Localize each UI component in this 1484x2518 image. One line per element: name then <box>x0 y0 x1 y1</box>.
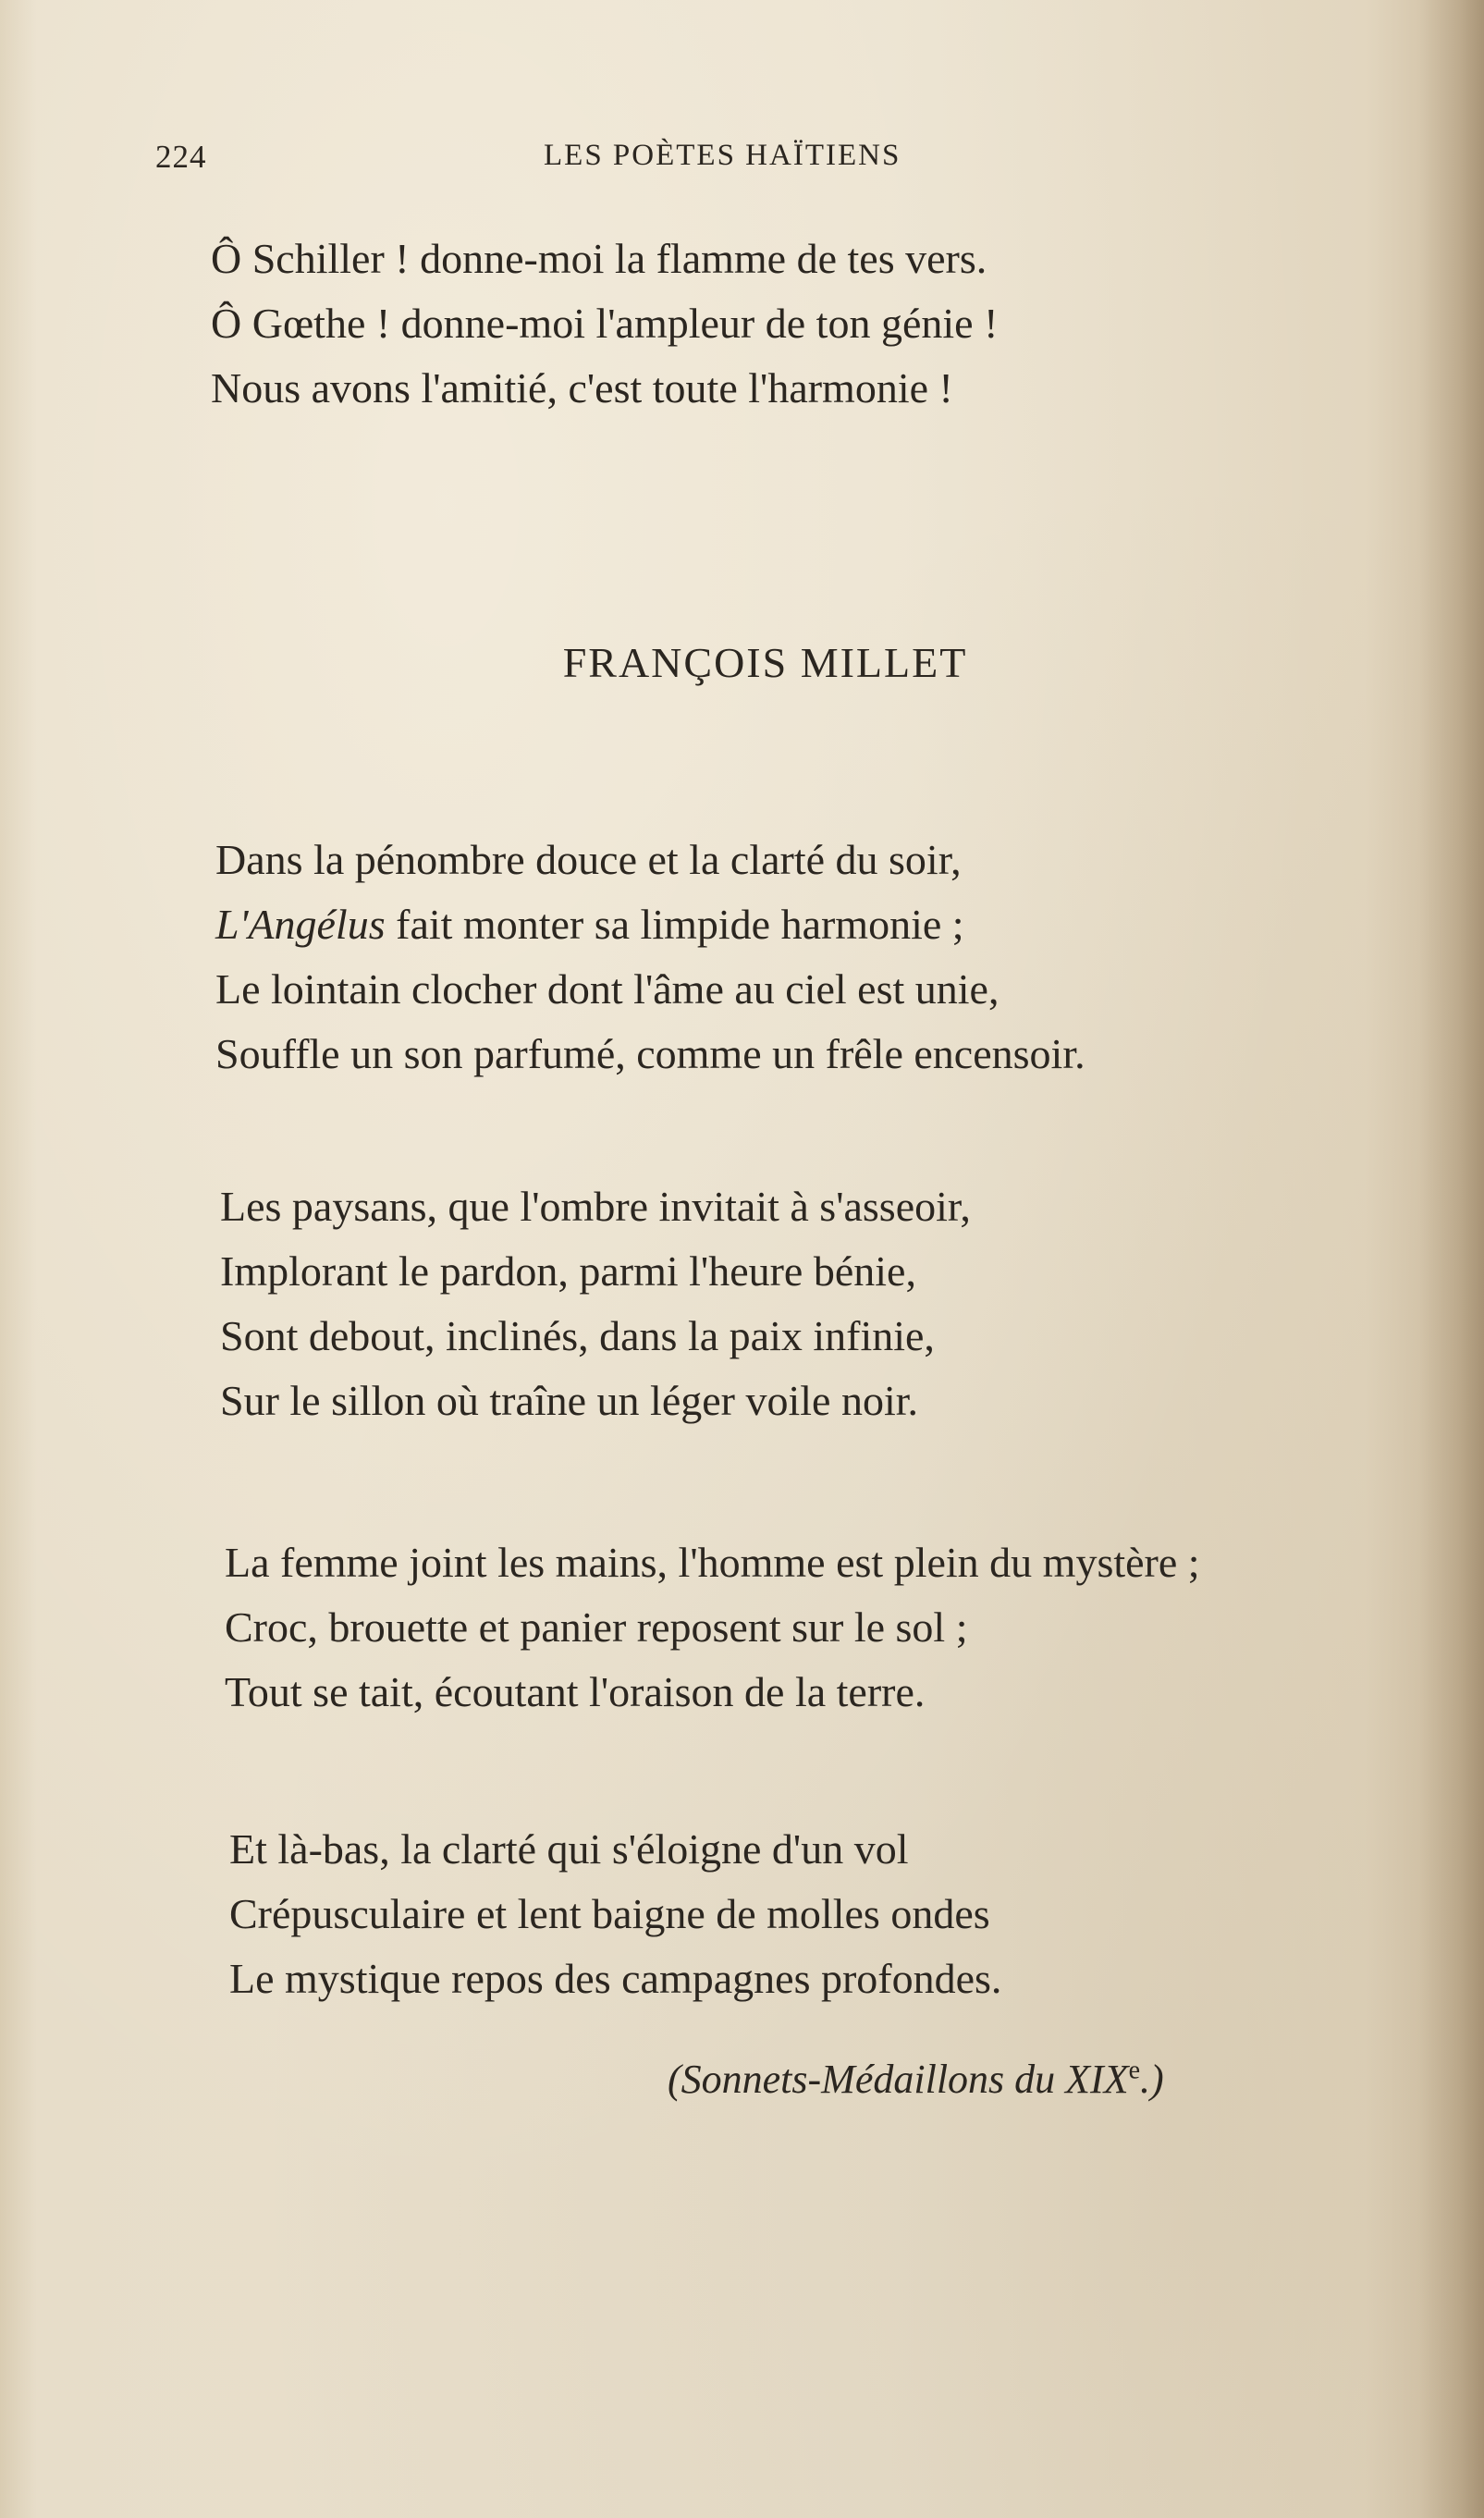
previous-poem-ending <box>211 227 998 421</box>
verse-line: Tout se tait, écoutant l'oraison de la terre. <box>225 1668 926 1715</box>
verse-line: Crépusculaire et lent baigne de molles ondes <box>229 1890 990 1937</box>
stanza-4 <box>229 1817 1001 2011</box>
attribution-superscript: e <box>1128 2056 1141 2085</box>
verse-line: Ô Schiller ! donne-moi la flamme de tes vers. <box>211 235 987 282</box>
verse-line: Implorant le pardon, parmi l'heure bénie, <box>220 1247 916 1295</box>
attribution-close: .) <box>1140 2057 1164 2102</box>
verse-line: Croc, brouette et panier reposent sur le sol ; <box>225 1603 968 1651</box>
verse-line-rest: fait monter sa limpide harmonie ; <box>385 901 964 948</box>
verse-line: Les paysans, que l'ombre invitait à s'asseoir, <box>220 1183 971 1230</box>
verse-line <box>215 892 1085 957</box>
verse-line: Dans la pénombre douce et la clarté du soir, <box>215 836 962 883</box>
source-attribution <box>668 2056 1164 2103</box>
verse-line: Sont debout, inclinés, dans la paix infinie, <box>220 1312 935 1359</box>
verse-line: Souffle un son parfumé, comme un frêle encensoir. <box>215 1030 1085 1077</box>
verse-line: Nous avons l'amitié, c'est toute l'harmonie ! <box>211 364 953 411</box>
verse-line: Et là-bas, la clarté qui s'éloigne d'un vol <box>229 1825 909 1873</box>
stanza-1 <box>215 828 1085 1087</box>
running-title: LES POÈTES HAÏTIENS <box>544 139 901 172</box>
poem-title: FRANÇOIS MILLET <box>562 639 968 686</box>
verse-line: La femme joint les mains, l'homme est plein du mystère ; <box>225 1539 1200 1586</box>
verse-line: Ô Gœthe ! donne-moi l'ampleur de ton génie ! <box>211 300 999 347</box>
page-edge-shadow <box>1419 0 1484 2518</box>
running-head <box>155 139 1080 190</box>
poem-title-row <box>0 638 1484 687</box>
angelus-title: L'Angélus <box>215 901 386 948</box>
attribution-text: (Sonnets-Médaillons du XIX <box>668 2057 1129 2102</box>
verse-line: Le mystique repos des campagnes profondes. <box>229 1955 1002 2002</box>
page-number: 224 <box>155 139 207 175</box>
verse-line: Sur le sillon où traîne un léger voile noir. <box>220 1377 919 1424</box>
verse-line: Le lointain clocher dont l'âme au ciel est unie, <box>215 965 1000 1013</box>
stanza-2 <box>220 1174 971 1433</box>
stanza-3 <box>225 1530 1200 1725</box>
